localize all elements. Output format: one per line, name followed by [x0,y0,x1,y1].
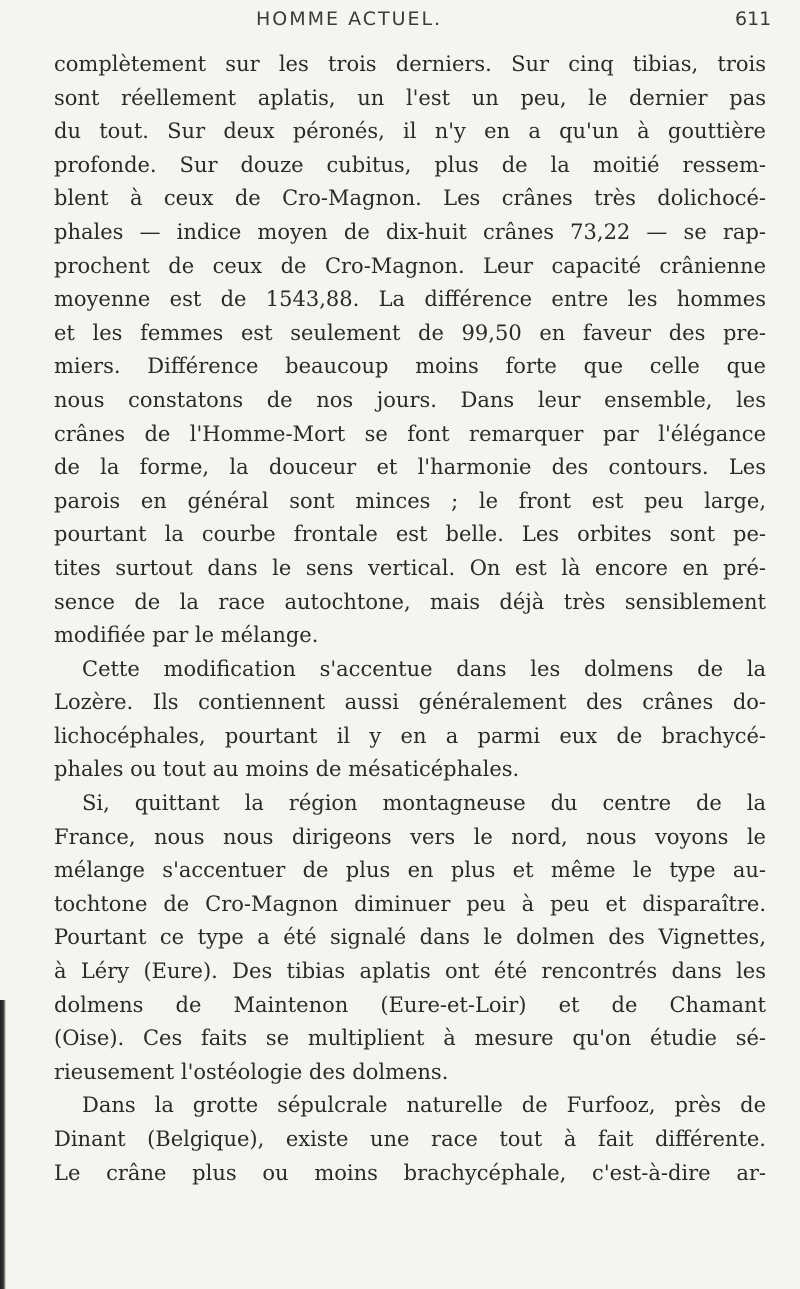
text-line: Dinant (Belgique), existe une race tout à fait différente. [54,1127,766,1151]
paragraph-start-line: Cette modification s'accentue dans les dolmens de la [82,656,766,681]
text-line: et les femmes est seulement de 99,50 en faveur des pre- [54,320,766,345]
text-line: Le crâne plus ou moins brachycéphale, c'est-à-dire ar- [54,1160,766,1185]
paragraph-start-line: Si, quittant la région montagneuse du centre de la [82,791,766,816]
text-line: France, nous nous dirigeons vers le nord, nous voyons le [54,824,766,849]
paragraph-end-line: phales ou tout au moins de mésaticéphales. [54,757,520,782]
text-line: de la forme, la douceur et l'harmonie des contours. Les [54,455,766,480]
text-line: (Oise). Ces faits se multiplient à mesure qu'on étudie sé- [54,1026,766,1051]
text-line: moyenne est de 1543,88. La différence entre les hommes [54,287,766,312]
text-line: crânes de l'Homme-Mort se font remarquer par l'élégance [54,421,766,446]
running-title: HOMME ACTUEL. [256,8,443,30]
text-line: sont réellement aplatis, un l'est un peu, le dernier pas [54,85,766,110]
text-line: mélange s'accentuer de plus en plus et même le type au- [54,858,766,883]
text-line: tochtone de Cro-Magnon diminuer peu à peu et disparaître. [54,891,766,916]
text-line: miers. Différence beaucoup moins forte que celle que [54,354,766,379]
text-line: pourtant la courbe frontale est belle. Les orbites sont pe- [54,522,766,547]
text-line: lichocéphales, pourtant il y en a parmi eux de brachycé- [54,723,766,748]
text-line: nous constatons de nos jours. Dans leur ensemble, les [54,387,766,412]
text-line: profonde. Sur douze cubitus, plus de la moitié ressem- [54,152,766,177]
text-line: tites surtout dans le sens vertical. On est là encore en pré- [54,555,766,580]
text-line: Pourtant ce type a été signalé dans le dolmen des Vignettes, [54,925,766,950]
body-text [54,48,766,1190]
text-line: sence de la race autochtone, mais déjà très sensiblement [54,589,766,614]
text-line: dolmens de Maintenon (Eure-et-Loir) et de Chamant [54,992,766,1017]
text-line: prochent de ceux de Cro-Magnon. Leur capacité crânienne [54,253,766,278]
paragraph-end-line: modifiée par le mélange. [54,623,319,648]
text-line: du tout. Sur deux péronés, il n'y en a qu'un à gouttière [54,119,766,144]
text-line: blent à ceux de Cro-Magnon. Les crânes très dolichocé- [54,186,766,211]
text-line: parois en général sont minces ; le front est peu large, [54,488,766,513]
page-number: 611 [735,8,772,30]
paragraph-end-line: rieusement l'ostéologie des dolmens. [54,1059,449,1084]
page-header [0,6,800,36]
text-line: complètement sur les trois derniers. Sur cinq tibias, trois [54,52,766,76]
binding-shadow [0,1000,6,1289]
paragraph-start-line: Dans la grotte sépulcrale naturelle de Furfooz, près de [82,1093,766,1118]
text-line: phales — indice moyen de dix-huit crânes 73,22 — se rap- [54,219,766,244]
text-line: à Léry (Eure). Des tibias aplatis ont été rencontrés dans les [54,959,766,984]
text-line: Lozère. Ils contiennent aussi généralement des crânes do- [54,690,766,715]
